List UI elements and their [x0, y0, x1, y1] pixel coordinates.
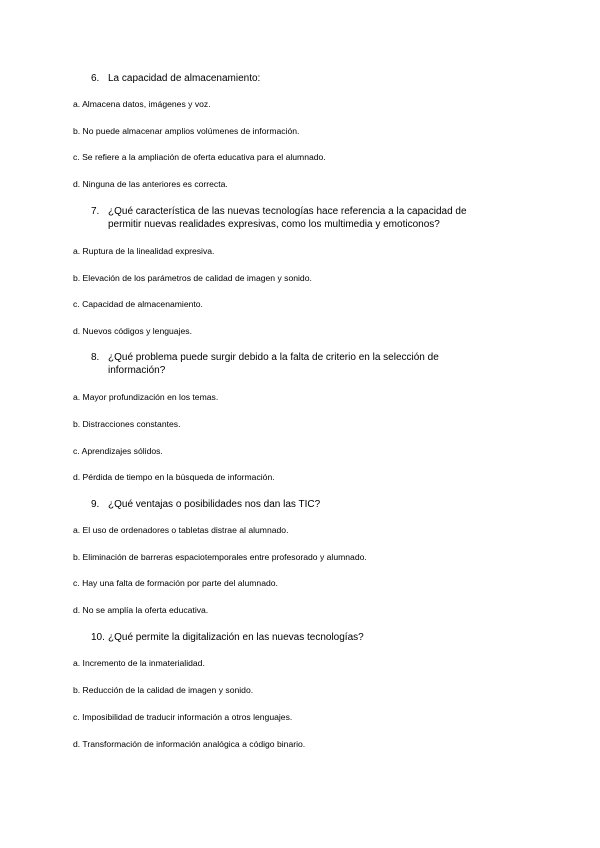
- question-8-option-d: d. Pérdida de tiempo en la búsqueda de información.: [73, 472, 275, 482]
- question-8-text-line-1: ¿Qué problema puede surgir debido a la falta de criterio en la selección de: [108, 352, 439, 363]
- question-10-option-d: d. Transformación de información analógica a código binario.: [73, 739, 306, 749]
- question-6: [91, 72, 511, 85]
- question-10-option-b: b. Reducción de la calidad de imagen y sonido.: [73, 685, 254, 695]
- question-10-number: 10.: [91, 632, 105, 643]
- question-9-option-a: a. El uso de ordenadores o tabletas distrae al alumnado.: [73, 525, 289, 535]
- question-7: [91, 205, 511, 231]
- question-7-text-line-1: ¿Qué característica de las nuevas tecnologías hace referencia a la capacidad de: [108, 206, 467, 217]
- question-9-number: 9.: [91, 499, 100, 510]
- question-10-option-a: a. Incremento de la inmaterialidad.: [73, 658, 205, 668]
- question-8-text-line-2: información?: [108, 365, 166, 376]
- question-7-option-a: a. Ruptura de la linealidad expresiva.: [73, 246, 215, 256]
- question-8-number: 8.: [91, 352, 100, 363]
- question-7-number: 7.: [91, 206, 100, 217]
- question-10-text: ¿Qué permite la digitalización en las nuevas tecnologías?: [108, 632, 364, 643]
- question-6-option-a: a. Almacena datos, imágenes y voz.: [73, 99, 211, 109]
- question-8: [91, 351, 511, 377]
- question-6-text: La capacidad de almacenamiento:: [108, 73, 261, 84]
- question-8-option-c: c. Aprendizajes sólidos.: [73, 446, 163, 456]
- question-7-text-line-2: permitir nuevas realidades expresivas, como los multimedia y emoticonos?: [108, 219, 440, 230]
- question-9-option-d: d. No se amplía la oferta educativa.: [73, 605, 209, 615]
- question-9-option-b: b. Eliminación de barreras espaciotemporales entre profesorado y alumnado.: [73, 552, 367, 562]
- question-10: [91, 631, 511, 644]
- question-7-option-c: c. Capacidad de almacenamiento.: [73, 299, 203, 309]
- question-9-text: ¿Qué ventajas o posibilidades nos dan las TIC?: [108, 499, 321, 510]
- question-9: [91, 498, 511, 511]
- question-7-option-d: d. Nuevos códigos y lenguajes.: [73, 326, 192, 336]
- question-8-option-a: a. Mayor profundización en los temas.: [73, 392, 219, 402]
- question-8-option-b: b. Distracciones constantes.: [73, 419, 181, 429]
- question-6-option-b: b. No puede almacenar amplios volúmenes de información.: [73, 126, 300, 136]
- question-6-option-d: d. Ninguna de las anteriores es correcta.: [73, 179, 228, 189]
- question-7-option-b: b. Elevación de los parámetros de calidad de imagen y sonido.: [73, 273, 312, 283]
- question-6-number: 6.: [91, 73, 100, 84]
- question-9-option-c: c. Hay una falta de formación por parte del alumnado.: [73, 578, 278, 588]
- question-10-option-c: c. Imposibilidad de traducir información a otros lenguajes.: [73, 712, 293, 722]
- question-6-option-c: c. Se refiere a la ampliación de oferta educativa para el alumnado.: [73, 152, 326, 162]
